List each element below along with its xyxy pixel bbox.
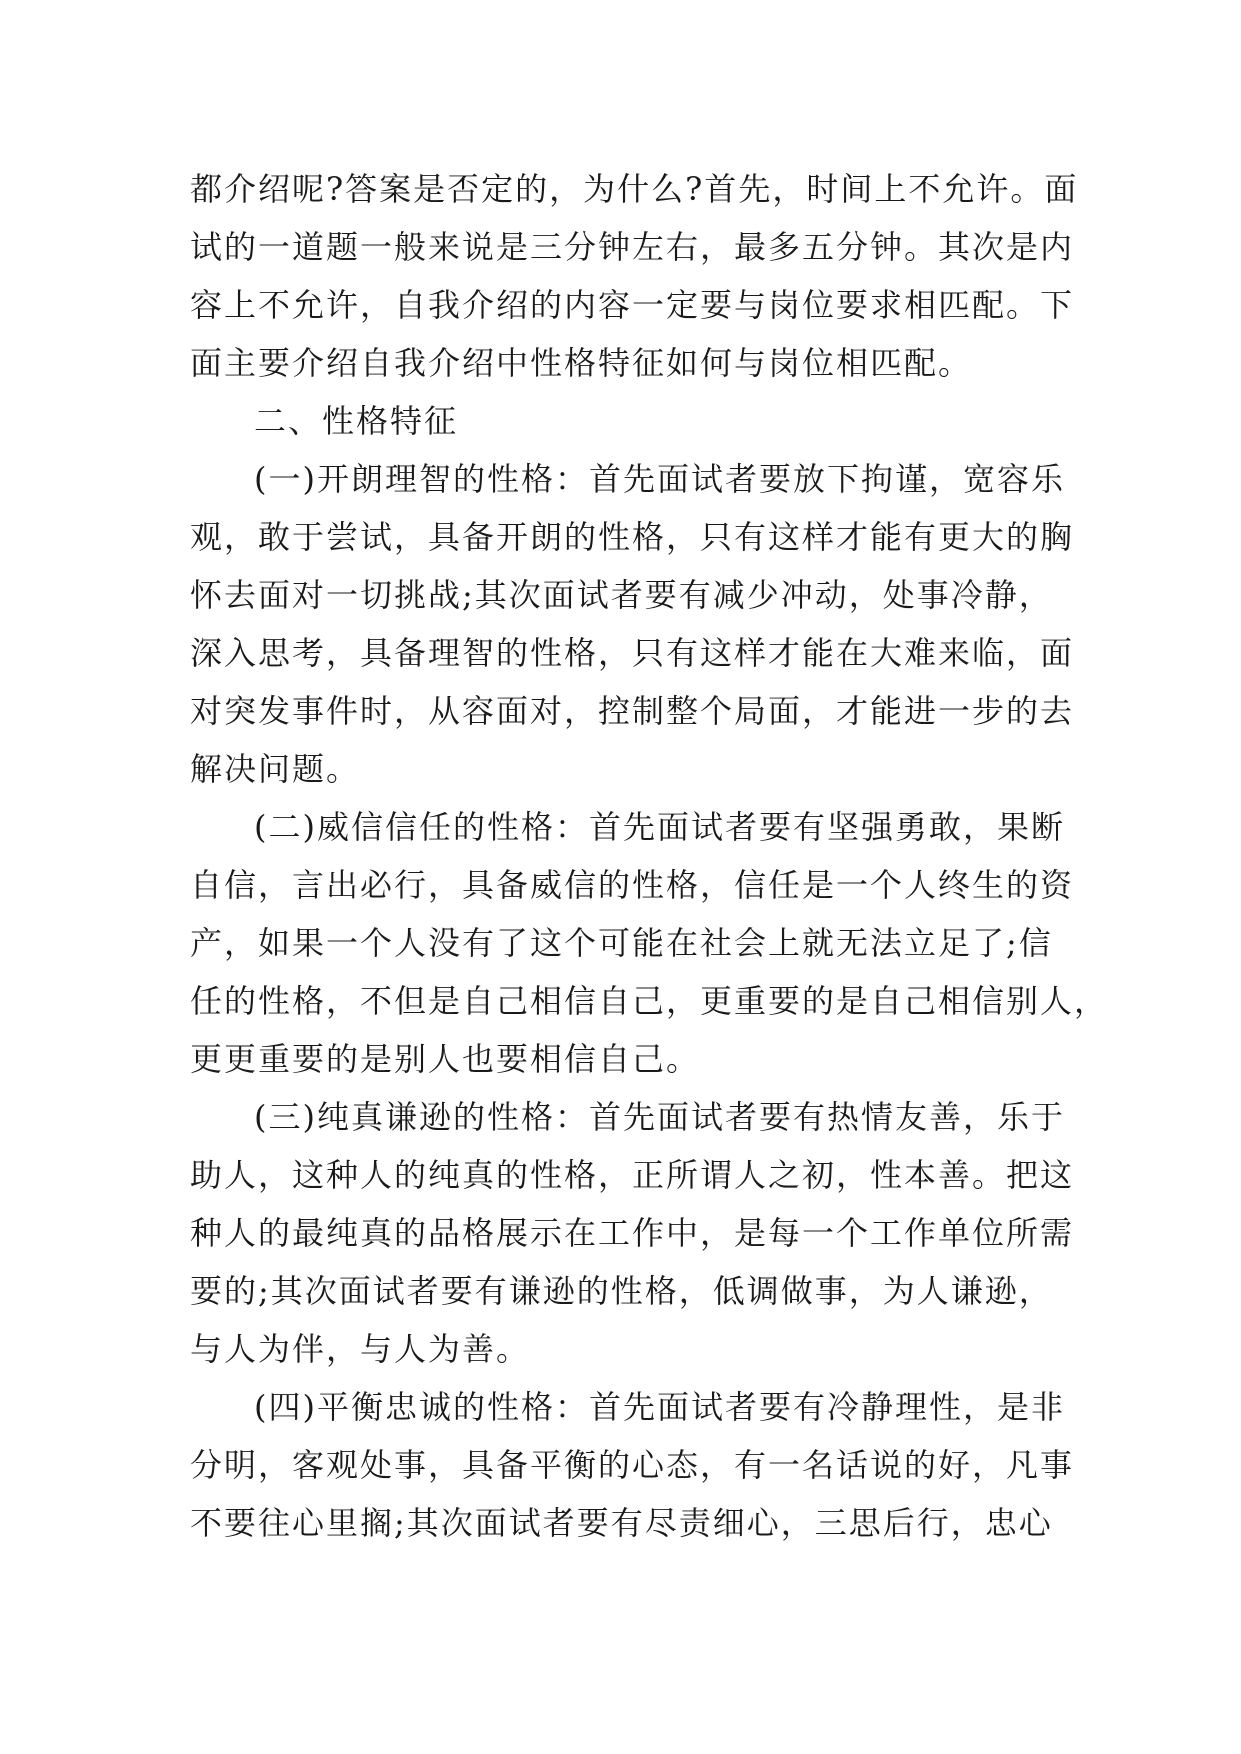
text-line: 产，如果一个人没有了这个可能在社会上就无法立足了;信 xyxy=(190,924,1053,962)
text-line: 任的性格，不但是自己相信自己，更重要的是自己相信别人， xyxy=(190,982,1109,1020)
text-line: 都介绍呢?答案是否定的，为什么?首先，时间上不允许。面 xyxy=(190,170,1079,208)
text-line: 观，敢于尝试，具备开朗的性格，只有这样才能有更大的胸 xyxy=(190,518,1075,556)
text-line: 分明，客观处事，具备平衡的心态，有一名话说的好，凡事 xyxy=(190,1446,1075,1484)
text-line: 怀去面对一切挑战;其次面试者要有减少冲动，处事冷静， xyxy=(190,576,1053,614)
text-line: 容上不允许，自我介绍的内容一定要与岗位要求相匹配。下 xyxy=(190,286,1075,324)
text-line: 不要往心里搁;其次面试者要有尽责细心，三思后行，忠心 xyxy=(190,1504,1053,1542)
text-line: (二)威信信任的性格：首先面试者要有坚强勇敢，果断 xyxy=(254,808,1065,846)
text-line: 自信，言出必行，具备威信的性格，信任是一个人终生的资 xyxy=(190,866,1075,904)
text-line: 与人为伴，与人为善。 xyxy=(190,1330,531,1368)
section-heading xyxy=(190,392,1052,450)
paragraph xyxy=(190,450,1075,798)
paragraph xyxy=(190,1088,1075,1378)
document-body xyxy=(190,160,1109,1552)
text-line: 更更重要的是别人也要相信自己。 xyxy=(190,1040,701,1078)
text-line: 深入思考，具备理智的性格，只有这样才能在大难来临，面 xyxy=(190,634,1075,672)
text-line: (三)纯真谦逊的性格：首先面试者要有热情友善，乐于 xyxy=(254,1098,1065,1136)
text-line: 对突发事件时，从容面对，控制整个局面，才能进一步的去 xyxy=(190,692,1075,730)
text-line: (四)平衡忠诚的性格：首先面试者要有冷静理性，是非 xyxy=(254,1388,1065,1426)
text-line: 种人的最纯真的品格展示在工作中，是每一个工作单位所需 xyxy=(190,1214,1075,1252)
text-line: 面主要介绍自我介绍中性格特征如何与岗位相匹配。 xyxy=(190,344,973,382)
text-line: 试的一道题一般来说是三分钟左右，最多五分钟。其次是内 xyxy=(190,228,1075,266)
text-line: (一)开朗理智的性格：首先面试者要放下拘谨，宽容乐 xyxy=(254,460,1065,498)
paragraph xyxy=(190,160,1079,392)
text-line: 助人，这种人的纯真的性格，正所谓人之初，性本善。把这 xyxy=(190,1156,1075,1194)
paragraph xyxy=(190,798,1109,1088)
heading-line: 二、性格特征 xyxy=(254,402,459,440)
text-line: 解决问题。 xyxy=(190,750,361,788)
paragraph xyxy=(190,1378,1075,1552)
text-line: 要的;其次面试者要有谦逊的性格，低调做事，为人谦逊， xyxy=(190,1272,1053,1310)
